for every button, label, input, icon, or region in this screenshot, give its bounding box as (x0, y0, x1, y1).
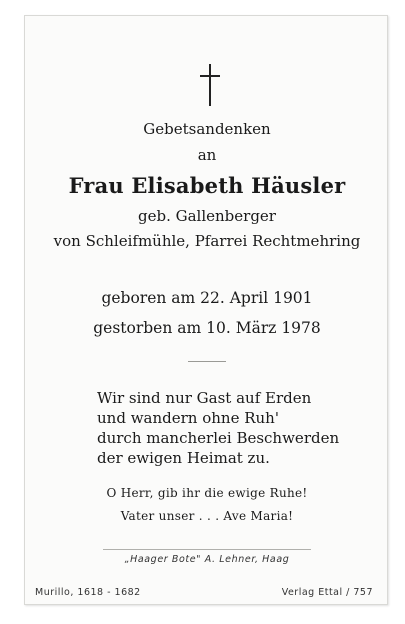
divider (188, 361, 226, 362)
printer-rule (103, 549, 311, 550)
birth-date: geboren am 22. April 1901 (101, 289, 313, 307)
prayer-line: O Herr, gib ihr die ewige Ruhe! (106, 486, 308, 500)
image-credit: Murillo, 1618 - 1682 (35, 587, 141, 598)
poem-line: und wandern ohne Ruh' (97, 409, 279, 427)
death-date: gestorben am 10. März 1978 (93, 319, 321, 337)
maiden-name: geb. Gallenberger (138, 207, 276, 225)
publisher-credit: Verlag Ettal / 757 (281, 587, 373, 598)
printer-credit: „Haager Bote" A. Lehner, Haag (124, 554, 290, 565)
cross-icon (200, 64, 220, 106)
prayer-line: Vater unser . . . Ave Maria! (120, 509, 294, 523)
origin-parish: von Schleifmühle, Pfarrei Rechtmehring (53, 232, 361, 250)
card-connector: an (197, 146, 217, 164)
poem-line: Wir sind nur Gast auf Erden (97, 389, 312, 407)
card-heading: Gebetsandenken (143, 120, 271, 138)
poem-line: durch mancherlei Beschwerden (97, 429, 340, 447)
poem-line: der ewigen Heimat zu. (97, 449, 270, 467)
poem (97, 388, 357, 468)
memorial-card (24, 15, 388, 605)
deceased-name: Frau Elisabeth Häusler (68, 173, 346, 198)
